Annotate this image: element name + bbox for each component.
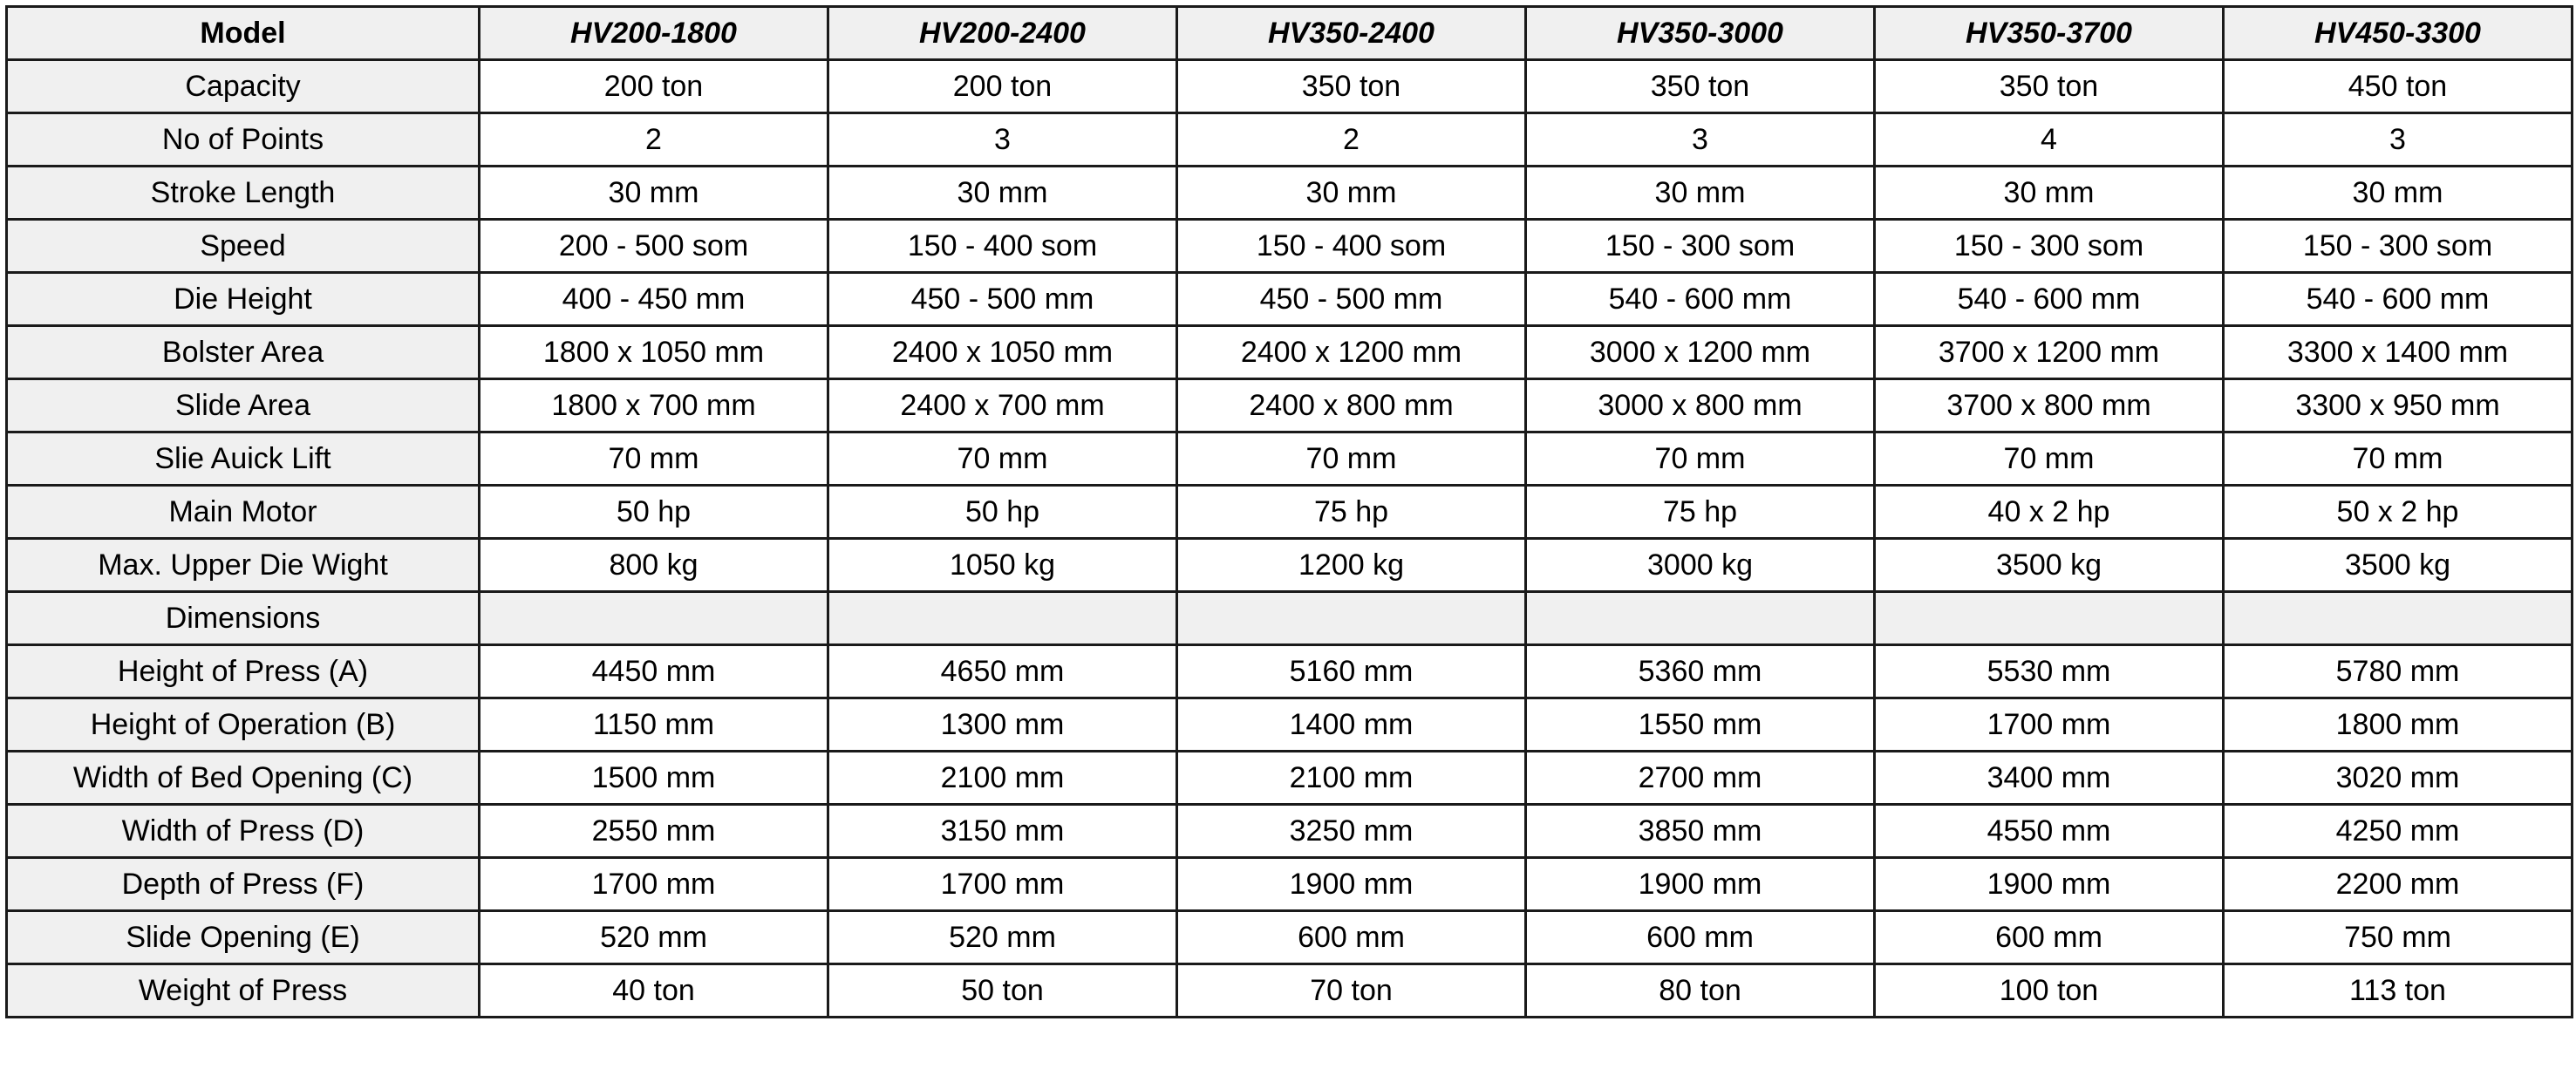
row-label: Slide Area	[7, 379, 480, 432]
spec-value-cell: 1300 mm	[828, 698, 1177, 752]
empty-cell	[2224, 592, 2573, 645]
spec-value-cell: 2100 mm	[1177, 752, 1526, 805]
spec-value-cell: 350 ton	[1875, 60, 2224, 113]
row-label: Bolster Area	[7, 326, 480, 379]
spec-value-cell: 2550 mm	[480, 805, 828, 858]
spec-value-cell: 1700 mm	[828, 858, 1177, 911]
spec-value-cell: 30 mm	[1875, 167, 2224, 220]
table-row	[7, 698, 2573, 752]
spec-value-cell: 150 - 300 som	[1875, 220, 2224, 273]
spec-value-cell: 75 hp	[1177, 486, 1526, 539]
spec-value-cell: 200 ton	[480, 60, 828, 113]
spec-value-cell: 3400 mm	[1875, 752, 2224, 805]
spec-value-cell: 3	[2224, 113, 2573, 167]
spec-value-cell: 30 mm	[480, 167, 828, 220]
row-label: Height of Press (A)	[7, 645, 480, 698]
table-row	[7, 964, 2573, 1018]
spec-value-cell: 2400 x 1050 mm	[828, 326, 1177, 379]
spec-value-cell: 100 ton	[1875, 964, 2224, 1018]
spec-value-cell: 80 ton	[1526, 964, 1875, 1018]
spec-value-cell: 1500 mm	[480, 752, 828, 805]
model-header: HV350-3700	[1875, 7, 2224, 60]
spec-value-cell: 3250 mm	[1177, 805, 1526, 858]
spec-value-cell: 150 - 400 som	[828, 220, 1177, 273]
spec-value-cell: 70 mm	[1875, 432, 2224, 486]
table-row	[7, 60, 2573, 113]
spec-value-cell: 40 x 2 hp	[1875, 486, 2224, 539]
spec-value-cell: 30 mm	[1526, 167, 1875, 220]
table-body	[7, 60, 2573, 1018]
spec-value-cell: 540 - 600 mm	[1526, 273, 1875, 326]
spec-value-cell: 150 - 300 som	[2224, 220, 2573, 273]
spec-value-cell: 1900 mm	[1875, 858, 2224, 911]
table-row	[7, 326, 2573, 379]
spec-value-cell: 40 ton	[480, 964, 828, 1018]
spec-value-cell: 3000 kg	[1526, 539, 1875, 592]
table-row	[7, 752, 2573, 805]
spec-value-cell: 4	[1875, 113, 2224, 167]
spec-value-cell: 2400 x 800 mm	[1177, 379, 1526, 432]
table-row	[7, 805, 2573, 858]
empty-cell	[480, 592, 828, 645]
spec-value-cell: 1400 mm	[1177, 698, 1526, 752]
row-label: Max. Upper Die Wight	[7, 539, 480, 592]
spec-value-cell: 3850 mm	[1526, 805, 1875, 858]
spec-value-cell: 3150 mm	[828, 805, 1177, 858]
spec-value-cell: 350 ton	[1526, 60, 1875, 113]
row-label: Speed	[7, 220, 480, 273]
spec-value-cell: 1700 mm	[1875, 698, 2224, 752]
spec-value-cell: 70 mm	[480, 432, 828, 486]
spec-value-cell: 4650 mm	[828, 645, 1177, 698]
spec-value-cell: 70 mm	[828, 432, 1177, 486]
spec-value-cell: 30 mm	[2224, 167, 2573, 220]
spec-value-cell: 5780 mm	[2224, 645, 2573, 698]
spec-value-cell: 3020 mm	[2224, 752, 2573, 805]
spec-value-cell: 3300 x 950 mm	[2224, 379, 2573, 432]
empty-cell	[1177, 592, 1526, 645]
spec-value-cell: 3300 x 1400 mm	[2224, 326, 2573, 379]
header-row	[7, 7, 2573, 60]
spec-value-cell: 50 x 2 hp	[2224, 486, 2573, 539]
model-header: HV350-3000	[1526, 7, 1875, 60]
spec-value-cell: 70 mm	[1177, 432, 1526, 486]
spec-value-cell: 113 ton	[2224, 964, 2573, 1018]
spec-value-cell: 4450 mm	[480, 645, 828, 698]
spec-value-cell: 1800 x 1050 mm	[480, 326, 828, 379]
spec-value-cell: 4250 mm	[2224, 805, 2573, 858]
spec-value-cell: 1800 mm	[2224, 698, 2573, 752]
spec-value-cell: 50 hp	[480, 486, 828, 539]
spec-value-cell: 3500 kg	[1875, 539, 2224, 592]
spec-value-cell: 750 mm	[2224, 911, 2573, 964]
spec-value-cell: 5530 mm	[1875, 645, 2224, 698]
spec-value-cell: 2100 mm	[828, 752, 1177, 805]
spec-value-cell: 200 - 500 som	[480, 220, 828, 273]
spec-value-cell: 3000 x 800 mm	[1526, 379, 1875, 432]
spec-value-cell: 600 mm	[1875, 911, 2224, 964]
table-row	[7, 273, 2573, 326]
press-specification-table	[5, 5, 2573, 1018]
spec-value-cell: 2	[1177, 113, 1526, 167]
row-label: Width of Bed Opening (C)	[7, 752, 480, 805]
spec-table-container	[5, 5, 2573, 1018]
spec-value-cell: 600 mm	[1526, 911, 1875, 964]
spec-value-cell: 540 - 600 mm	[2224, 273, 2573, 326]
spec-value-cell: 1550 mm	[1526, 698, 1875, 752]
empty-cell	[828, 592, 1177, 645]
header-label: Model	[7, 7, 480, 60]
spec-value-cell: 1800 x 700 mm	[480, 379, 828, 432]
spec-value-cell: 2400 x 700 mm	[828, 379, 1177, 432]
spec-value-cell: 70 ton	[1177, 964, 1526, 1018]
spec-value-cell: 150 - 400 som	[1177, 220, 1526, 273]
row-label: Main Motor	[7, 486, 480, 539]
row-label: No of Points	[7, 113, 480, 167]
row-label: Stroke Length	[7, 167, 480, 220]
model-header: HV200-2400	[828, 7, 1177, 60]
table-row	[7, 911, 2573, 964]
spec-value-cell: 3700 x 1200 mm	[1875, 326, 2224, 379]
spec-value-cell: 1700 mm	[480, 858, 828, 911]
spec-value-cell: 1150 mm	[480, 698, 828, 752]
spec-value-cell: 2400 x 1200 mm	[1177, 326, 1526, 379]
row-label: Depth of Press (F)	[7, 858, 480, 911]
spec-value-cell: 3500 kg	[2224, 539, 2573, 592]
spec-value-cell: 800 kg	[480, 539, 828, 592]
row-label: Die Height	[7, 273, 480, 326]
spec-value-cell: 1900 mm	[1526, 858, 1875, 911]
table-row	[7, 113, 2573, 167]
spec-value-cell: 450 ton	[2224, 60, 2573, 113]
model-header: HV450-3300	[2224, 7, 2573, 60]
empty-cell	[1875, 592, 2224, 645]
spec-value-cell: 2200 mm	[2224, 858, 2573, 911]
row-label: Slie Auick Lift	[7, 432, 480, 486]
spec-value-cell: 400 - 450 mm	[480, 273, 828, 326]
table-row	[7, 645, 2573, 698]
spec-value-cell: 2	[480, 113, 828, 167]
row-label: Height of Operation (B)	[7, 698, 480, 752]
model-header: HV350-2400	[1177, 7, 1526, 60]
spec-value-cell: 450 - 500 mm	[1177, 273, 1526, 326]
table-row	[7, 432, 2573, 486]
spec-value-cell: 540 - 600 mm	[1875, 273, 2224, 326]
spec-value-cell: 30 mm	[1177, 167, 1526, 220]
spec-value-cell: 1050 kg	[828, 539, 1177, 592]
spec-value-cell: 1900 mm	[1177, 858, 1526, 911]
model-header: HV200-1800	[480, 7, 828, 60]
spec-value-cell: 450 - 500 mm	[828, 273, 1177, 326]
row-label: Width of Press (D)	[7, 805, 480, 858]
section-label: Dimensions	[7, 592, 480, 645]
row-label: Capacity	[7, 60, 480, 113]
empty-cell	[1526, 592, 1875, 645]
table-row	[7, 220, 2573, 273]
spec-value-cell: 3	[1526, 113, 1875, 167]
row-label: Weight of Press	[7, 964, 480, 1018]
spec-value-cell: 5360 mm	[1526, 645, 1875, 698]
table-row	[7, 167, 2573, 220]
spec-value-cell: 2700 mm	[1526, 752, 1875, 805]
table-row	[7, 539, 2573, 592]
spec-value-cell: 4550 mm	[1875, 805, 2224, 858]
spec-value-cell: 350 ton	[1177, 60, 1526, 113]
spec-value-cell: 150 - 300 som	[1526, 220, 1875, 273]
spec-value-cell: 3	[828, 113, 1177, 167]
spec-value-cell: 70 mm	[2224, 432, 2573, 486]
spec-value-cell: 600 mm	[1177, 911, 1526, 964]
spec-value-cell: 520 mm	[828, 911, 1177, 964]
spec-value-cell: 1200 kg	[1177, 539, 1526, 592]
table-row	[7, 486, 2573, 539]
spec-value-cell: 30 mm	[828, 167, 1177, 220]
spec-value-cell: 70 mm	[1526, 432, 1875, 486]
table-row	[7, 379, 2573, 432]
spec-value-cell: 3000 x 1200 mm	[1526, 326, 1875, 379]
spec-value-cell: 75 hp	[1526, 486, 1875, 539]
spec-value-cell: 50 hp	[828, 486, 1177, 539]
spec-value-cell: 520 mm	[480, 911, 828, 964]
row-label: Slide Opening (E)	[7, 911, 480, 964]
table-row	[7, 858, 2573, 911]
spec-value-cell: 50 ton	[828, 964, 1177, 1018]
spec-value-cell: 3700 x 800 mm	[1875, 379, 2224, 432]
spec-value-cell: 200 ton	[828, 60, 1177, 113]
spec-value-cell: 5160 mm	[1177, 645, 1526, 698]
section-row-dimensions	[7, 592, 2573, 645]
